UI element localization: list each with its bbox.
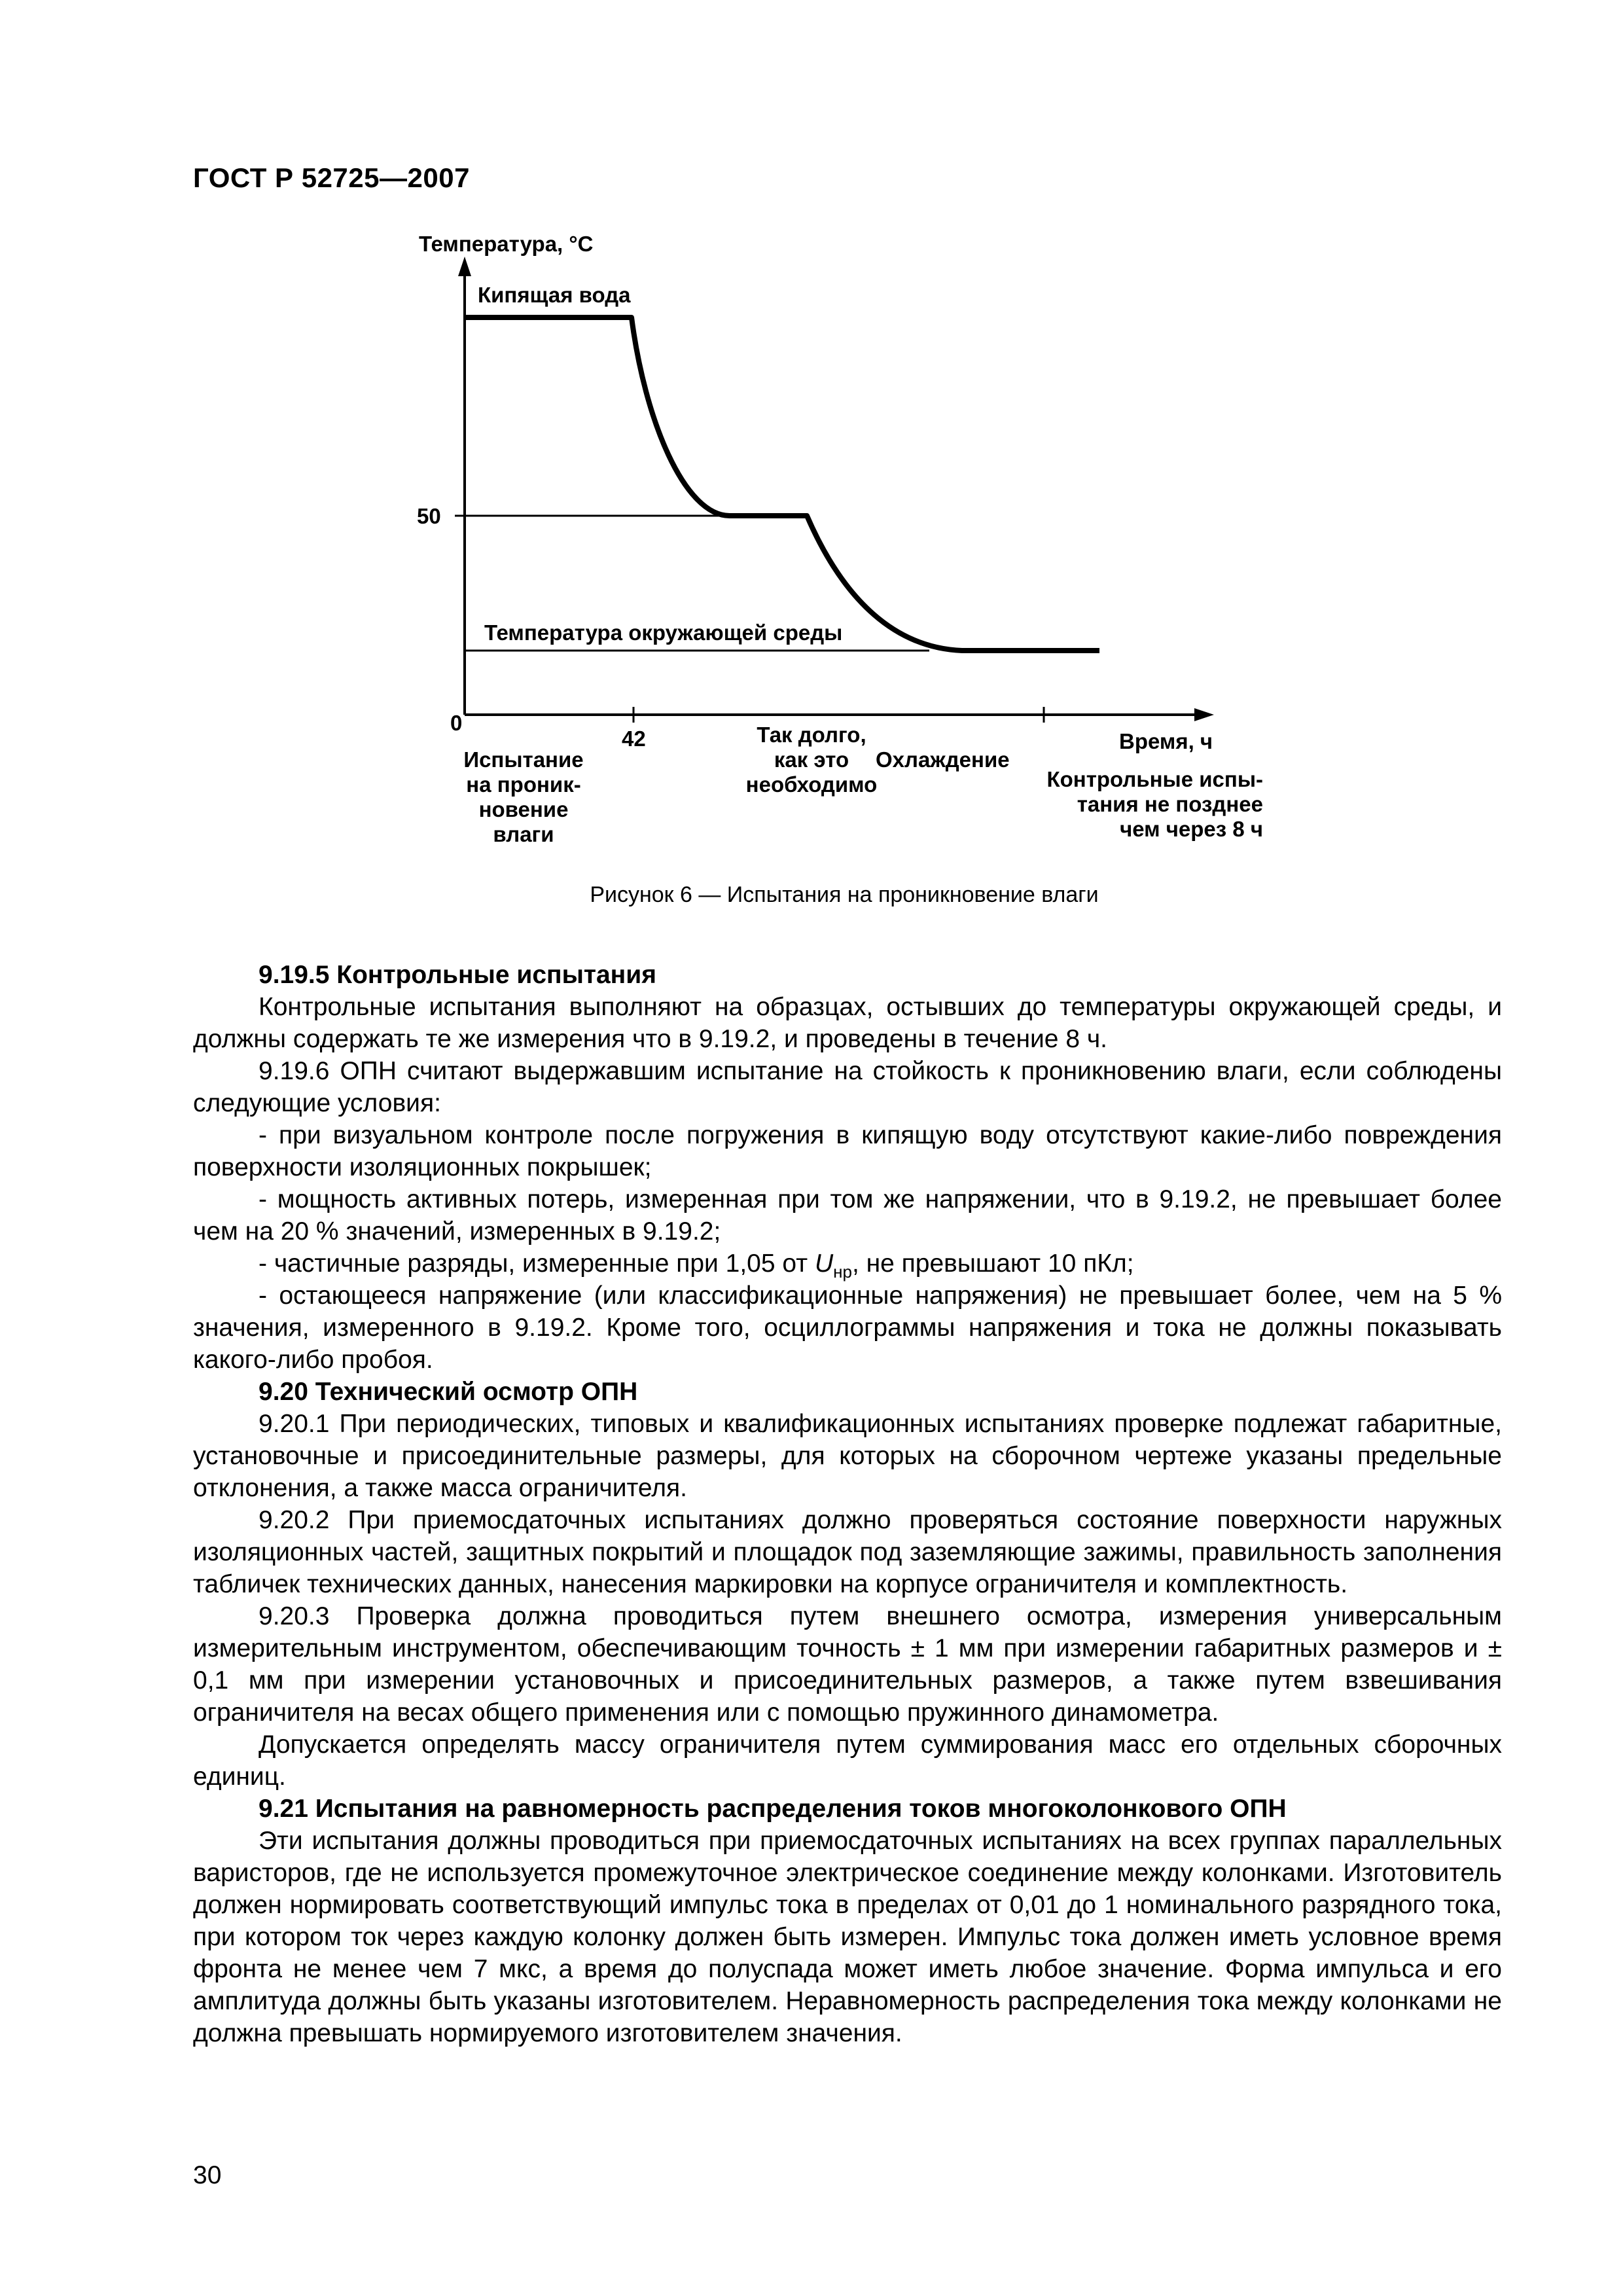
ambient-label: Температура окружающей среды	[484, 620, 843, 645]
list-item	[193, 1247, 1502, 1280]
paragraph: 9.20.3 Проверка должна проводиться путем внешнего осмотра, измерения универсальным измерительным инструментом, обеспечивающим точность ± 1 мм при измерении габаритных размеров и ± 0,1 мм при измерении установочных и присоединительных размеров, а также путем взвешивания ограничителя на весах общего применения или с помощью пружинного динамометра.	[193, 1602, 1502, 1727]
list-item: - остающееся напряжение (или классификационные напряжения) не превышает более, чем на 5 % значения, измеренного в 9.19.2. Кроме того, осциллограммы напряжения и тока не должны показывать какого-либо пробоя.	[193, 1282, 1502, 1374]
paragraph: Допускается определять массу ограничителя путем суммирования масс его отдельных сборочных единиц.	[193, 1731, 1502, 1791]
x-axis-arrow	[1194, 708, 1214, 721]
phase2-label	[733, 723, 890, 797]
phase1-line-1: Испытание	[463, 747, 584, 772]
y-axis-arrow	[458, 257, 471, 276]
list-item-text: - частичные разряды, измеренные при 1,05 от	[259, 1249, 815, 1278]
control-line-2: тания не позднее	[1077, 792, 1263, 816]
phase1-line-2: на проник-	[466, 772, 581, 797]
subscript: нр	[833, 1261, 852, 1282]
control-label	[969, 767, 1263, 842]
temperature-curve	[465, 317, 1099, 651]
x-tick-label-42: 42	[622, 726, 646, 751]
phase1-line-3: новение	[478, 797, 569, 821]
paragraph: 9.20.1 При периодических, типовых и квалификационных испытаниях проверке подлежат габаритные, установочные и присоединительные размеры, для которых на сборочном чертеже указаны предельные отклонения, а также масса ограничителя.	[193, 1410, 1502, 1502]
section-heading-9-21: 9.21 Испытания на равномерность распределения токов многоколонкового ОПН	[259, 1795, 1287, 1823]
phase2-line-3: необходимо	[745, 772, 878, 797]
section-heading-9-20: 9.20 Технический осмотр ОПН	[259, 1378, 638, 1406]
section-heading-9-19-5: 9.19.5 Контрольные испытания	[259, 961, 656, 989]
paragraph: 9.20.2 При приемосдаточных испытаниях должно проверяться состояние поверхности наружных изоляционных частей, защитных покрытий и площадок под заземляющие зажимы, правильность заполнения табличек технических данных, нанесения маркировки на корпусе ограничителя и комплектность.	[193, 1506, 1502, 1598]
figure-6	[0, 0, 1623, 942]
control-line-3: чем через 8 ч	[1120, 817, 1263, 841]
temperature-chart	[0, 0, 1623, 942]
phase2-line-1: Так долго,	[757, 723, 866, 747]
cooling-label: Охлаждение	[876, 747, 1010, 772]
figure-caption: Рисунок 6 — Испытания на проникновение влаги	[590, 882, 1099, 907]
document-header: ГОСТ Р 52725—2007	[193, 162, 470, 193]
paragraph: 9.19.6 ОПН считают выдержавшим испытание на стойкость к проникновению влаги, если соблюдены следующие условия:	[193, 1057, 1502, 1117]
list-item: - при визуальном контроле после погружения в кипящую воду отсутствуют какие-либо повреждения поверхности изоляционных покрышек;	[193, 1121, 1502, 1181]
phase1-line-4: влаги	[493, 822, 554, 846]
paragraph: Контрольные испытания выполняют на образцах, остывших до температуры окружающей среды, и должны содержать те же измерения что в 9.19.2, и проведены в течение 8 ч.	[193, 993, 1502, 1053]
x-axis-label: Время, ч	[1119, 729, 1213, 753]
boiling-water-label: Кипящая вода	[478, 283, 631, 307]
paragraph: Эти испытания должны проводиться при приемосдаточных испытаниях на всех группах параллельных варисторов, где не используется промежуточное электрическое соединение между колонками. Изготовитель должен нормировать соответствующий импульс тока в пределах от 0,01 до 1 номинального разрядного тока, при котором ток через каждую колонку должен быть измерен. Импульс тока должен иметь условное время фронта не менее чем 7 мкс, а время до полуспада может иметь любое значение. Форма импульса и его амплитуда должны быть указаны изготовителем. Неравномерность распределения тока между колонками не должна превышать нормируемого изготовителем значения.	[193, 1827, 1502, 2047]
phase1-label	[458, 747, 589, 847]
y-axis-label: Температура, °С	[419, 232, 594, 256]
symbol-u: U	[814, 1249, 834, 1278]
body-text	[193, 959, 1502, 2049]
control-line-1: Контрольные испы-	[1046, 767, 1263, 791]
y-tick-label-50: 50	[417, 504, 441, 528]
y-tick-label-0: 0	[450, 711, 463, 735]
list-item-text: , не превышают 10 пКл;	[851, 1249, 1134, 1278]
list-item: - мощность активных потерь, измеренная при том же напряжении, что в 9.19.2, не превышает более чем на 20 % значений, измеренных в 9.19.2;	[193, 1185, 1502, 1246]
page-number: 30	[193, 2161, 222, 2189]
phase2-line-2: как это	[774, 747, 849, 772]
